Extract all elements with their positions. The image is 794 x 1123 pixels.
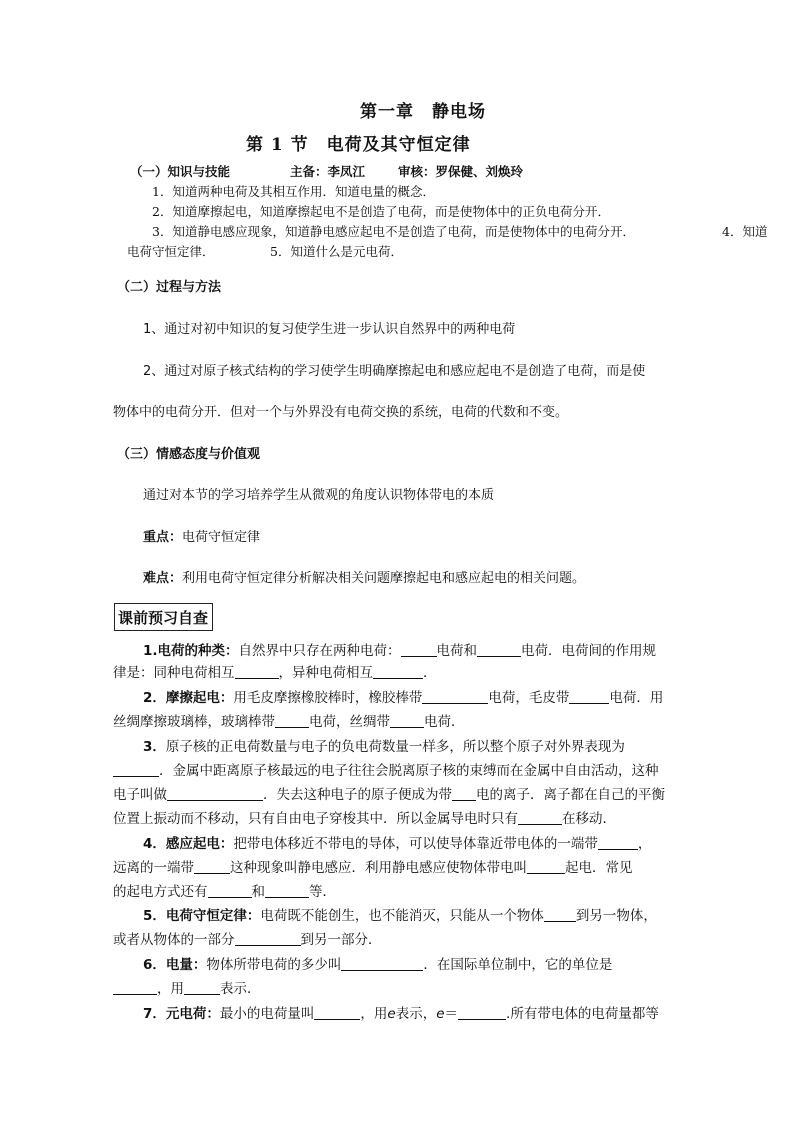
question-6-line-2	[113, 980, 261, 999]
question-5-line-2	[113, 931, 382, 950]
answer-blank[interactable]	[518, 810, 562, 825]
objective-item-4-end: 电荷守恒定律．	[127, 244, 215, 259]
objective-item-3: 3．知道静电感应现象，知道静电感应起电不是创造了电荷，而是使物体中的电荷分开．	[152, 224, 635, 239]
question-4-text-e: 起电．常见	[565, 860, 633, 876]
question-4-label: 4．感应起电：	[143, 836, 234, 852]
question-7-line-1	[143, 1005, 659, 1024]
equals-sign: ＝	[444, 1006, 459, 1022]
answer-blank[interactable]	[527, 859, 565, 874]
process-item-2-line-1: 2、通过对原子核式结构的学习使学生明确摩擦起电和感应起电不是创造了电荷，而是使	[143, 364, 646, 379]
question-4-text-g: 和	[251, 884, 265, 900]
question-5-label: 5．电荷守恒定律：	[143, 908, 261, 924]
answer-blank[interactable]	[401, 642, 437, 657]
objective-item-5: 5．知道什么是元电荷．	[270, 244, 403, 259]
objective-item-2: 2．知道摩擦起电，知道摩擦起电不是创造了电荷，而是使物体中的正负电荷分开．	[152, 204, 610, 219]
question-7-text-f: .所有带电体的电荷量都等	[506, 1006, 659, 1022]
question-3-text-b: ．金属中距离原子核最远的电子往往会脱离原子核的束缚而在金属中自由活动，这种	[159, 763, 659, 779]
question-1-line-1	[143, 642, 656, 661]
question-3-line-2	[113, 762, 659, 781]
difficulty-label: 难点：	[143, 571, 183, 586]
question-7-label: 7．元电荷：	[143, 1006, 220, 1022]
answer-blank[interactable]	[184, 980, 220, 995]
answer-blank[interactable]	[458, 1005, 506, 1020]
answer-blank[interactable]	[390, 713, 424, 728]
question-4-text-f: 的起电方式还有	[113, 884, 208, 900]
question-2-line-2	[113, 713, 465, 732]
question-4-text-b: ，	[637, 836, 652, 852]
question-3-text-c: 电子叫做	[113, 787, 167, 803]
process-item-1: 1、通过对初中知识的复习使学生进一步认识自然界中的两种电荷	[143, 322, 516, 337]
question-1-text-b: 电荷和	[436, 643, 478, 659]
question-1-text-c: 电荷．电荷间的作用规	[521, 643, 657, 659]
question-2-text-a: 用毛皮摩擦橡胶棒时，橡胶棒带	[233, 690, 423, 706]
section-title: 第 1 节 电荷及其守恒定律	[246, 135, 471, 155]
attitude-text: 通过对本节的学习培养学生从微观的角度认识物体带电的本质	[143, 488, 495, 503]
question-6-line-1	[143, 956, 612, 975]
question-3-line-4	[113, 810, 616, 829]
editor-credit: 主备：李凤江	[290, 164, 366, 179]
question-6-text-b: ．在国际单位制中，它的单位是	[423, 957, 613, 973]
question-3-label: 3．	[143, 739, 166, 755]
question-2-text-f: 电荷．	[424, 714, 465, 730]
answer-blank[interactable]	[194, 859, 230, 874]
answer-blank[interactable]	[373, 664, 423, 679]
key-point-text: 电荷守恒定律	[182, 530, 261, 545]
key-point-label: 重点：	[143, 530, 183, 545]
question-5-text-d: 到另一部分．	[300, 932, 382, 948]
question-3-text-d: ．失去这种电子的原子便成为带	[263, 787, 452, 803]
answer-blank[interactable]	[275, 713, 309, 728]
answer-blank[interactable]	[314, 1005, 360, 1020]
heading-knowledge-skills: （一）知识与技能	[130, 164, 231, 179]
question-4-text-d: 这种现象叫静电感应．利用静电感应使物体带电叫	[230, 860, 527, 876]
question-1-text-e: ，异种电荷相互	[278, 665, 373, 681]
question-3-line-1	[143, 738, 625, 757]
answer-blank[interactable]	[544, 907, 576, 922]
question-2-text-e: 电荷，丝绸带	[309, 714, 390, 730]
question-5-text-b: 到另一物体，	[575, 908, 657, 924]
question-3-text-a: 原子核的正电荷数量与电子的负电荷数量一样多，所以整个原子对外界表现为	[165, 739, 625, 755]
difficulty-text: 利用电荷守恒定律分析解决相关问题摩擦起电和感应起电的相关问题。	[182, 571, 586, 586]
question-2-text-b: 电荷，毛皮带	[488, 690, 570, 706]
question-1-text-d: 律是：同种电荷相互	[113, 665, 235, 681]
question-4-line-1	[143, 835, 651, 854]
heading-process-method: （二）过程与方法	[117, 280, 222, 295]
answer-blank[interactable]	[569, 689, 609, 704]
answer-blank[interactable]	[113, 762, 159, 777]
answer-blank[interactable]	[265, 883, 309, 898]
question-6-text-c: ，用	[157, 981, 184, 997]
question-3-text-e: 电的离子．离子都在自己的平衡	[476, 787, 665, 803]
question-4-text-a: 把带电体移近不带电的导体，可以使导体靠近带电体的一端带	[233, 836, 598, 852]
symbol-e: e	[387, 1006, 396, 1022]
question-5-line-1	[143, 907, 657, 926]
question-7-text-b: ，用	[360, 1006, 388, 1022]
objective-item-4-start: 4．知道	[722, 224, 768, 239]
question-2-line-1	[143, 689, 663, 708]
question-2-text-c: 电荷．用	[609, 690, 664, 706]
question-6-label: 6．电量：	[143, 957, 207, 973]
question-6-text-a: 物体所带电荷的多少叫	[206, 957, 342, 973]
question-1-text-f: ．	[423, 665, 437, 681]
question-2-label: 2．摩擦起电：	[143, 690, 234, 706]
question-5-text-c: 或者从物体的一部分	[113, 932, 235, 948]
answer-blank[interactable]	[452, 786, 476, 801]
chapter-title: 第一章 静电场	[360, 102, 486, 122]
answer-blank[interactable]	[235, 664, 279, 679]
symbol-e-equation: e	[436, 1006, 445, 1022]
question-5-text-a: 电荷既不能创生，也不能消灭，只能从一个物体	[260, 908, 544, 924]
answer-blank[interactable]	[208, 883, 252, 898]
question-4-text-h: 等．	[309, 884, 336, 900]
heading-attitude-values: （三）情感态度与价值观	[117, 447, 261, 462]
process-item-2-line-2: 物体中的电荷分开．但对一个与外界没有电荷交换的系统，电荷的代数和不变。	[113, 405, 569, 420]
difficulty-point	[143, 567, 585, 586]
answer-blank[interactable]	[235, 931, 301, 946]
objective-item-1: 1．知道两种电荷及其相互作用．知道电量的概念．	[152, 184, 435, 199]
question-1-label: 1.电荷的种类：	[143, 643, 239, 659]
answer-blank[interactable]	[598, 835, 638, 850]
question-3-text-f: 位置上振动而不移动，只有自由电子穿梭其中．所以金属导电时只有	[113, 811, 518, 827]
answer-blank[interactable]	[113, 980, 157, 995]
reviewer-credit: 审核：罗保健、刘焕玲	[398, 164, 524, 179]
answer-blank[interactable]	[167, 786, 263, 801]
question-6-text-d: 表示．	[220, 981, 261, 997]
question-7-text-a: 最小的电荷量叫	[219, 1006, 315, 1022]
answer-blank[interactable]	[422, 689, 488, 704]
question-2-text-d: 丝绸摩擦玻璃棒，玻璃棒带	[113, 714, 275, 730]
question-1-line-2	[113, 664, 437, 683]
question-1-text-a: 自然界中只存在两种电荷：	[238, 643, 401, 659]
question-3-line-3	[113, 786, 665, 805]
answer-blank[interactable]	[341, 956, 423, 971]
question-4-line-2	[113, 859, 633, 878]
question-4-line-3	[113, 883, 336, 902]
answer-blank[interactable]	[477, 642, 521, 657]
key-point	[143, 526, 260, 545]
preview-section-title: 课前预习自查	[114, 603, 213, 631]
question-7-text-c: 表示，	[395, 1006, 437, 1022]
question-3-text-g: 在移动．	[562, 811, 616, 827]
question-4-text-c: 远离的一端带	[113, 860, 194, 876]
